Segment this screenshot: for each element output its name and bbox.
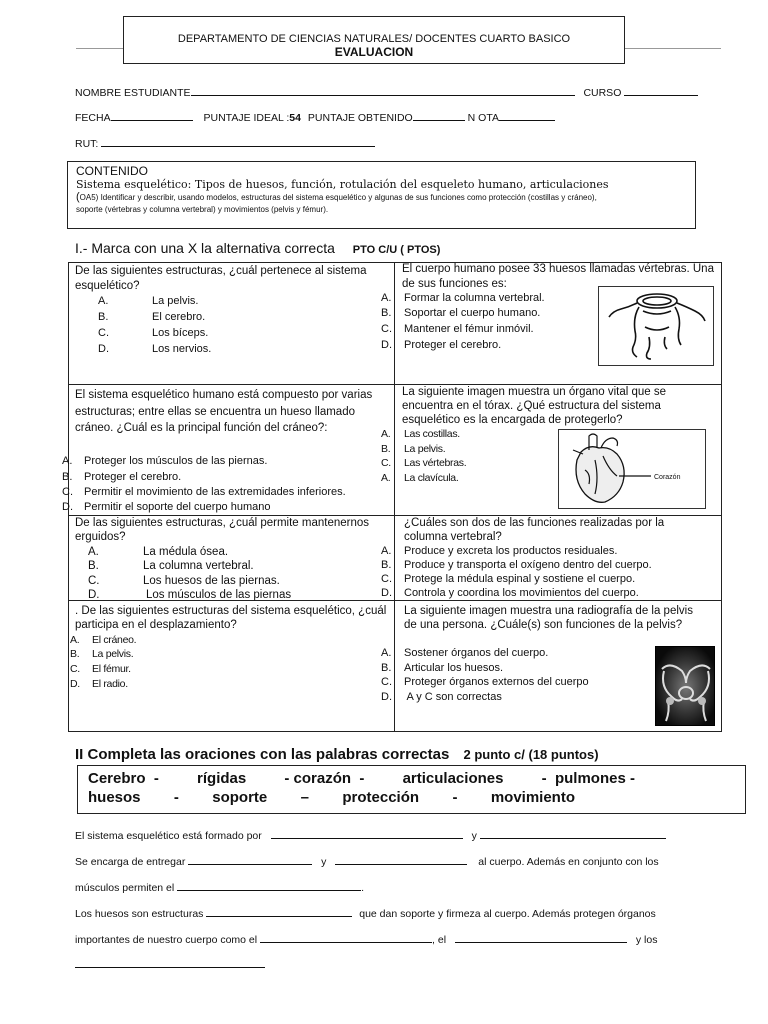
word-bank-item: rígidas	[197, 770, 247, 787]
section-2-label: II Completa las oraciones con las palabras correctas	[75, 746, 450, 763]
question-4-option-c[interactable]	[381, 457, 466, 469]
content-box	[67, 161, 696, 229]
option-letter: A.	[70, 634, 80, 646]
name-field[interactable]	[191, 86, 575, 96]
option-text: A y C son correctas	[404, 691, 502, 703]
sentence-text: El sistema esquelético está formado por	[75, 830, 262, 842]
option-text: La pelvis.	[92, 648, 134, 660]
word-bank-row	[88, 788, 735, 807]
option-letter: A.	[88, 546, 99, 558]
option-letter: B.	[88, 560, 99, 572]
option-text: La pelvis.	[404, 443, 446, 455]
option-text: Proteger el cerebro.	[404, 339, 502, 351]
sentence-2	[75, 855, 659, 868]
sentence-5	[75, 933, 657, 946]
question-8-option-b[interactable]	[381, 662, 503, 674]
question-5-option-c[interactable]	[88, 575, 280, 587]
vertebra-drawing	[599, 287, 714, 366]
option-letter: B.	[381, 559, 392, 571]
option-text: La pelvis.	[152, 295, 199, 307]
rut-row	[75, 137, 375, 150]
sentence-text: y	[471, 830, 477, 842]
word-bank-row	[88, 769, 735, 788]
word-bank-item: Cerebro -	[88, 770, 159, 787]
option-letter: C.	[381, 573, 392, 585]
option-letter: C.	[381, 323, 392, 335]
sentence-text: que dan soporte y firmeza al cuerpo. Además protegen órganos	[359, 908, 656, 920]
department-title: DEPARTAMENTO DE CIENCIAS NATURALES/ DOCENTES CUARTO BASICO	[177, 33, 571, 45]
content-objective-2: soporte (vértebras y columna vertebral) y movimientos (pelvis y fémur).	[76, 205, 329, 214]
option-text: Los nervios.	[152, 343, 212, 355]
objective-paren: (	[76, 191, 80, 203]
sentence-text: .	[361, 882, 365, 894]
option-text: El fémur.	[92, 663, 131, 675]
word-bank-item: - pulmones -	[541, 770, 635, 787]
question-7-option-b[interactable]	[70, 648, 133, 660]
option-letter: A.	[381, 545, 392, 557]
option-letter: D.	[98, 343, 109, 355]
pelvis-xray-drawing	[656, 647, 715, 726]
question-7-text: . De las siguientes estructuras del sistema esquelético, ¿cuál participa en el desplazamiento?	[75, 605, 387, 631]
rut-field[interactable]	[101, 137, 375, 147]
option-text: Formar la columna vertebral.	[404, 292, 545, 304]
option-letter: D.	[381, 339, 392, 351]
date-field[interactable]	[111, 111, 193, 121]
option-letter: C.	[98, 327, 109, 339]
word-bank-item: - corazón -	[284, 770, 365, 787]
question-1-option-d[interactable]	[98, 343, 211, 355]
question-4-option-a[interactable]	[381, 428, 460, 440]
question-2-option-a[interactable]	[381, 292, 545, 304]
question-8-option-d[interactable]	[381, 691, 502, 703]
sentence-text: y	[321, 856, 327, 868]
ideal-score-label: PUNTAJE IDEAL :	[203, 112, 290, 124]
sentence-text: importantes de nuestro cuerpo como el	[75, 934, 258, 946]
option-text: Las costillas.	[404, 428, 460, 440]
option-text: La clavícula.	[404, 472, 459, 484]
option-letter: D.	[62, 501, 73, 513]
option-letter: A.	[381, 472, 391, 484]
question-4-text: La siguiente imagen muestra un órgano vital que se encuentra en el tórax. ¿Qué estructura del sistema esquelético es la encargada de protegerlo?	[402, 386, 667, 426]
sentence-text: Se encarga de entregar	[75, 856, 186, 868]
sentence-1	[75, 829, 666, 842]
option-letter: C.	[62, 486, 73, 498]
option-letter: A.	[381, 428, 391, 440]
option-text: Proteger los músculos de las piernas.	[84, 455, 268, 467]
blank-field[interactable]	[455, 933, 627, 943]
sentence-text: , el	[432, 934, 447, 946]
option-text: Los huesos de las piernas.	[143, 575, 280, 587]
question-2-option-d[interactable]	[381, 339, 501, 351]
option-text: El cráneo.	[92, 634, 137, 646]
question-7-option-c[interactable]	[70, 663, 131, 675]
blank-field[interactable]	[188, 855, 312, 865]
sentence-4	[75, 907, 656, 920]
word-bank-item: -	[452, 789, 458, 806]
option-letter: B.	[381, 662, 392, 674]
blank-field[interactable]	[75, 958, 265, 968]
question-3-option-b[interactable]	[62, 471, 181, 483]
question-3-text: El sistema esquelético humano está compuesto por varias estructuras; entre ellas se encuentra un hueso llamado cráneo. ¿Cuál es la principal función del cráneo?:	[75, 389, 373, 434]
question-1-option-b[interactable]	[98, 311, 205, 323]
grade-field[interactable]	[499, 111, 555, 121]
question-5-option-d[interactable]	[88, 589, 291, 601]
question-4-option-b[interactable]	[381, 443, 445, 455]
objective-text: OA5) Identificar y describir, usando modelos, estructuras del sistema esquelético y algunas de sus funciones como protección (costillas y cráneo),	[79, 193, 597, 202]
vertebra-image	[598, 286, 714, 366]
question-6-option-b[interactable]	[381, 559, 652, 571]
option-text: Protege la médula espinal y sostiene el cuerpo.	[404, 573, 636, 585]
option-text: Las vértebras.	[404, 457, 467, 469]
option-text: Proteger el cerebro.	[84, 471, 182, 483]
word-bank-item: protección	[342, 789, 420, 806]
option-text: Articular los huesos.	[404, 662, 504, 674]
option-letter: D.	[88, 589, 100, 601]
student-name-row	[75, 86, 698, 99]
sentence-6	[75, 958, 265, 971]
option-letter: D.	[381, 587, 392, 599]
question-6-option-d[interactable]	[381, 587, 639, 599]
option-letter: A.	[381, 292, 392, 304]
question-3-option-a[interactable]	[62, 455, 267, 467]
question-1-option-a[interactable]	[98, 295, 198, 307]
course-label: CURSO	[583, 87, 622, 99]
section-2-points: 2 punto c/ (18 puntos)	[463, 747, 599, 762]
course-field[interactable]	[624, 86, 698, 96]
heart-image-label: Corazón	[654, 474, 681, 481]
rut-label: RUT:	[75, 138, 99, 150]
word-bank-item: -	[173, 789, 179, 806]
option-text: Mantener el fémur inmóvil.	[404, 323, 534, 335]
heart-drawing	[559, 430, 706, 509]
question-2-option-c[interactable]	[381, 323, 534, 335]
option-letter: B.	[381, 443, 391, 455]
option-text: El cerebro.	[152, 311, 206, 323]
option-letter: A.	[381, 647, 392, 659]
section-2-heading	[75, 746, 599, 763]
option-letter: C.	[381, 457, 391, 469]
question-1-option-c[interactable]	[98, 327, 208, 339]
option-text: Sostener órganos del cuerpo.	[404, 647, 549, 659]
word-bank-item: movimiento	[490, 789, 575, 806]
question-2-option-b[interactable]	[381, 307, 540, 319]
obtained-score-field[interactable]	[413, 111, 465, 121]
word-bank	[77, 765, 746, 814]
question-4-option-d[interactable]	[381, 472, 458, 484]
question-8-option-a[interactable]	[381, 647, 548, 659]
question-7-option-a[interactable]	[70, 634, 136, 646]
option-letter: B.	[62, 471, 73, 483]
sentence-text: y los	[635, 934, 658, 946]
word-bank-item: soporte	[212, 789, 268, 806]
option-letter: C.	[70, 663, 80, 675]
blank-field[interactable]	[177, 881, 361, 891]
option-text: Proteger órganos externos del cuerpo	[404, 676, 589, 688]
word-bank-item: articulaciones	[402, 770, 504, 787]
question-5-option-b[interactable]	[88, 560, 254, 572]
heart-image	[558, 429, 706, 509]
sentence-text: músculos permiten el	[75, 882, 175, 894]
blank-field[interactable]	[480, 829, 666, 839]
question-8-option-c[interactable]	[381, 676, 589, 688]
sentence-3	[75, 881, 364, 894]
section-1-label: I.- Marca con una X la alternativa correcta	[75, 240, 335, 256]
option-text: Soportar el cuerpo humano.	[404, 307, 541, 319]
option-text: Permitir el movimiento de las extremidades inferiores.	[84, 486, 346, 498]
option-letter: B.	[98, 311, 109, 323]
word-bank-item: –	[300, 789, 309, 806]
blank-field[interactable]	[271, 829, 463, 839]
content-heading: CONTENIDO	[76, 164, 148, 178]
option-letter: D.	[70, 678, 80, 690]
pelvis-xray-image	[655, 646, 715, 726]
question-3-option-d[interactable]	[62, 501, 270, 513]
sentence-text: al cuerpo. Además en conjunto con los	[478, 856, 659, 868]
option-text: El radio.	[92, 678, 128, 690]
question-7-option-d[interactable]	[70, 678, 128, 690]
blank-field[interactable]	[335, 855, 467, 865]
option-text: Produce y transporta el oxígeno dentro del cuerpo.	[404, 559, 652, 571]
question-6-option-a[interactable]	[381, 545, 617, 557]
question-6-text: ¿Cuáles son dos de las funciones realizadas por la columna vertebral?	[404, 517, 665, 543]
obtained-score-label: PUNTAJE OBTENIDO	[307, 112, 413, 124]
option-letter: B.	[70, 648, 80, 660]
blank-field[interactable]	[206, 907, 352, 917]
score-row	[75, 111, 555, 124]
grade-label: N OTA	[467, 112, 499, 124]
question-6-option-c[interactable]	[381, 573, 635, 585]
option-letter: C.	[381, 676, 392, 688]
option-text: Controla y coordina los movimientos del cuerpo.	[404, 587, 639, 599]
question-5-option-a[interactable]	[88, 546, 228, 558]
question-8-text: La siguiente imagen muestra una radiografía de la pelvis de una persona. ¿Cuále(s) son funciones de la pelvis?	[404, 605, 693, 631]
section-1-heading	[75, 240, 440, 256]
content-objective	[76, 191, 687, 204]
question-2-text: El cuerpo humano posee 33 huesos llamadas vértebras. Una de sus funciones es:	[402, 263, 714, 290]
option-text: Los músculos de las piernas	[146, 589, 292, 601]
option-letter: A.	[98, 295, 109, 307]
section-1-points: PTO C/U ( PTOS)	[352, 244, 441, 256]
option-text: La médula ósea.	[143, 546, 229, 558]
question-3-option-c[interactable]	[62, 486, 346, 498]
question-1-text: De las siguientes estructuras, ¿cuál pertenece al sistema esquelético?	[75, 265, 367, 292]
ideal-score-value: 54	[289, 112, 301, 124]
option-letter: B.	[381, 307, 392, 319]
blank-field[interactable]	[260, 933, 432, 943]
option-letter: C.	[88, 575, 100, 587]
content-topic: Sistema esquelético: Tipos de huesos, función, rotulación del esqueleto humano, articulaciones	[76, 178, 609, 191]
word-bank-item: huesos	[88, 789, 141, 806]
header-box	[123, 16, 625, 64]
option-text: Permitir el soporte del cuerpo humano	[84, 501, 271, 513]
option-text: Los bíceps.	[152, 327, 209, 339]
option-letter: D.	[381, 691, 392, 703]
option-text: La columna vertebral.	[143, 560, 254, 572]
page-title: EVALUACION	[334, 45, 414, 59]
date-label: FECHA	[75, 112, 111, 124]
question-5-text: De las siguientes estructuras, ¿cuál permite mantenernos erguidos?	[75, 517, 370, 543]
name-label: NOMBRE ESTUDIANTE	[75, 87, 191, 99]
option-letter: A.	[62, 455, 73, 467]
option-text: Produce y excreta los productos residuales.	[404, 545, 618, 557]
sentence-text: Los huesos son estructuras	[75, 908, 204, 920]
